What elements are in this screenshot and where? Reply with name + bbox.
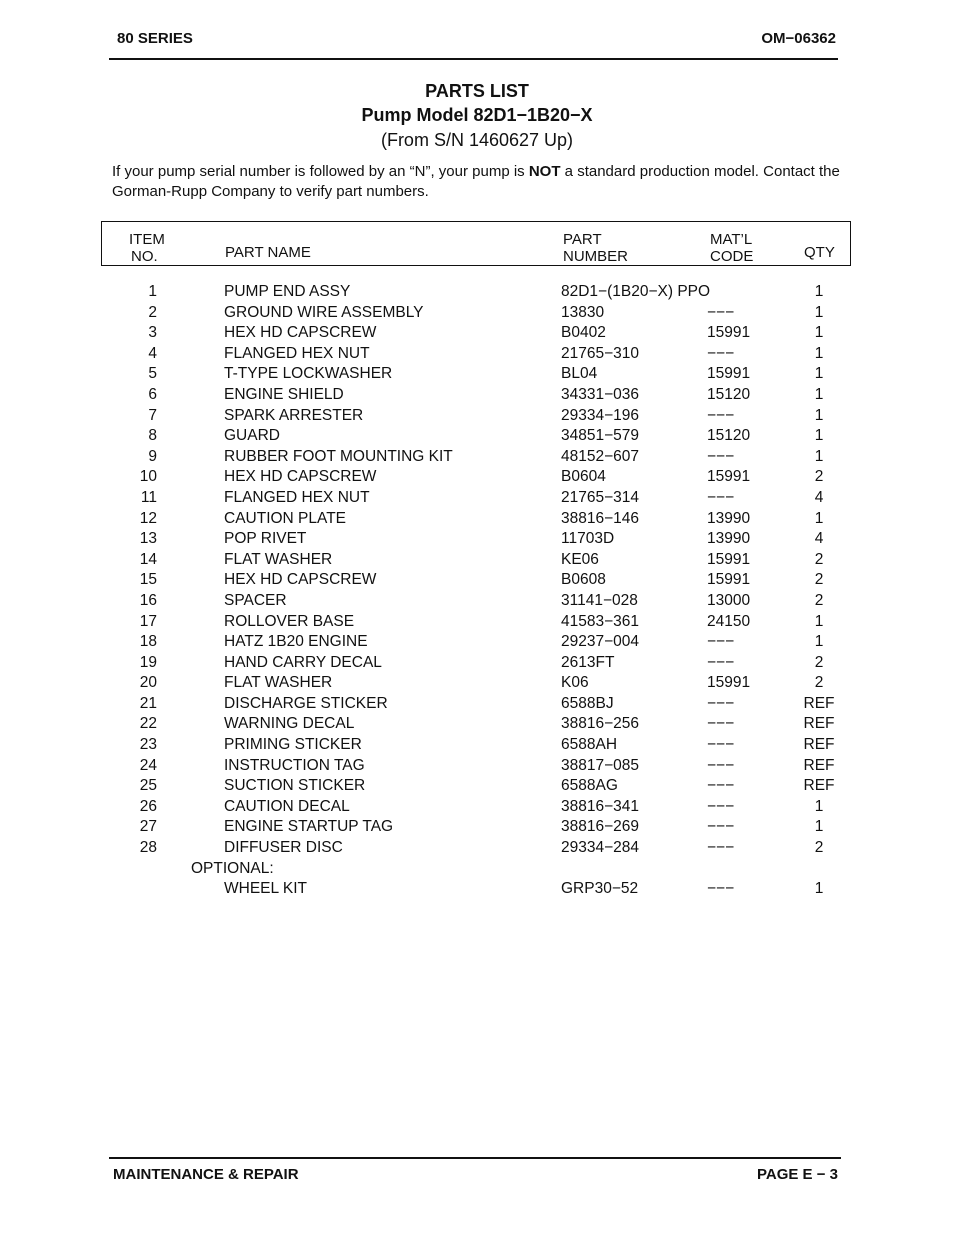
part-number: 38817−085 <box>561 756 640 774</box>
part-name: SUCTION STICKER <box>224 777 366 795</box>
item-number: 11 <box>140 488 157 506</box>
parts-row <box>0 570 954 591</box>
col-part-name: PART NAME <box>225 244 311 261</box>
serial-note-after: a standard production model. Contact the Gorman-Rupp Company to verify part numbers. <box>112 163 840 200</box>
item-number: 24 <box>139 756 157 774</box>
part-name: SPARK ARRESTER <box>224 406 364 424</box>
parts-row <box>0 632 954 653</box>
item-number: 21 <box>139 694 157 712</box>
parts-row <box>0 817 954 838</box>
part-name: PUMP END ASSY <box>224 283 351 300</box>
part-name: INSTRUCTION TAG <box>224 756 365 774</box>
part-name: ROLLOVER BASE <box>224 612 355 630</box>
parts-row <box>0 838 954 859</box>
quantity: 1 <box>814 344 824 362</box>
parts-row <box>0 447 954 468</box>
material-code: −−− <box>707 344 735 362</box>
item-number: 25 <box>139 777 157 795</box>
part-number: KE06 <box>561 550 599 568</box>
material-code: −−− <box>707 880 735 898</box>
parts-row <box>0 344 954 365</box>
col-mat-line2: CODE <box>710 248 754 265</box>
quantity: 1 <box>814 406 824 424</box>
footer-rule <box>109 1157 841 1159</box>
item-number: 6 <box>148 385 157 403</box>
part-number: 2613FT <box>561 653 615 671</box>
part-number: B0402 <box>561 324 606 342</box>
quantity: 1 <box>814 818 824 836</box>
part-name: ENGINE STARTUP TAG <box>224 818 394 836</box>
part-name: HEX HD CAPSCREW <box>224 468 377 486</box>
part-name: HEX HD CAPSCREW <box>224 324 377 342</box>
column-header-box <box>101 221 851 266</box>
parts-row <box>0 406 954 427</box>
parts-row <box>0 426 954 447</box>
item-number: 22 <box>139 715 157 733</box>
parts-row <box>0 529 954 550</box>
part-number: 38816−146 <box>561 509 640 527</box>
col-mat-line1: MAT’L <box>710 231 753 248</box>
part-number: 38816−256 <box>561 715 640 733</box>
part-number: 29334−196 <box>561 406 640 424</box>
quantity: 1 <box>814 509 824 527</box>
quantity: 1 <box>814 633 824 651</box>
part-number: B0604 <box>561 468 606 486</box>
material-code: 15991 <box>707 365 751 383</box>
part-name: FLANGED HEX NUT <box>224 344 370 362</box>
part-number: 34331−036 <box>561 385 640 403</box>
part-name: FLAT WASHER <box>224 550 333 568</box>
parts-row <box>0 550 954 571</box>
item-number: 20 <box>139 674 157 692</box>
footer-section: MAINTENANCE & REPAIR <box>113 1166 299 1183</box>
material-code: −−− <box>707 818 735 836</box>
material-code: 13990 <box>707 530 751 548</box>
part-name: SPACER <box>224 591 287 609</box>
item-number: 13 <box>139 530 157 548</box>
part-number: 6588AG <box>561 777 618 795</box>
part-name: DISCHARGE STICKER <box>224 694 388 712</box>
part-number: BL04 <box>561 365 598 383</box>
material-code: −−− <box>707 839 735 857</box>
part-number: 38816−269 <box>561 818 640 836</box>
part-name: PRIMING STICKER <box>224 736 362 754</box>
parts-row <box>0 591 954 612</box>
part-number: 38816−341 <box>561 797 640 815</box>
parts-row <box>0 694 954 715</box>
item-number: 28 <box>139 839 157 857</box>
col-qty: QTY <box>804 244 835 261</box>
serial-note-before: If your pump serial number is followed by an “N”, your pump is <box>112 163 529 180</box>
header-document-number: OM−06362 <box>761 30 836 47</box>
parts-row <box>0 282 954 303</box>
part-name: FLANGED HEX NUT <box>224 488 370 506</box>
quantity: REF <box>803 715 835 733</box>
material-code: 13990 <box>707 509 751 527</box>
item-number: 18 <box>139 633 157 651</box>
optional-parts-row <box>0 879 954 900</box>
part-name: GUARD <box>224 427 280 445</box>
part-number: GRP30−52 <box>561 880 639 898</box>
material-code: −−− <box>707 653 735 671</box>
part-number: B0608 <box>561 571 606 589</box>
part-number: 21765−310 <box>561 344 640 362</box>
quantity: 2 <box>814 571 824 589</box>
item-number: 3 <box>148 324 157 342</box>
part-number: 13830 <box>561 303 605 321</box>
quantity: 4 <box>814 530 824 548</box>
part-name: WARNING DECAL <box>224 715 355 733</box>
material-code: −−− <box>707 715 735 733</box>
part-number: 82D1−(1B20−X) PPO <box>561 283 711 300</box>
parts-row <box>0 612 954 633</box>
item-number: 5 <box>148 365 157 383</box>
item-number: 7 <box>148 406 157 424</box>
material-code: −−− <box>707 756 735 774</box>
quantity: 2 <box>814 591 824 609</box>
serial-range-subtitle: (From S/N 1460627 Up) <box>380 130 574 150</box>
parts-row <box>0 323 954 344</box>
part-name: RUBBER FOOT MOUNTING KIT <box>224 447 453 465</box>
footer-page-number: PAGE E − 3 <box>756 1166 838 1183</box>
page-title: PARTS LIST <box>425 81 529 101</box>
quantity: 1 <box>814 612 824 630</box>
item-number: 8 <box>148 427 157 445</box>
parts-row <box>0 509 954 530</box>
quantity: 2 <box>814 468 824 486</box>
quantity: 1 <box>814 365 824 383</box>
parts-row <box>0 756 954 777</box>
material-code: 13000 <box>707 591 751 609</box>
col-item-line2: NO. <box>131 248 158 265</box>
quantity: 1 <box>814 283 824 300</box>
part-number: 11703D <box>561 530 615 548</box>
material-code: −−− <box>707 488 735 506</box>
quantity: REF <box>803 756 835 774</box>
parts-row <box>0 364 954 385</box>
part-number: 41583−361 <box>561 612 640 630</box>
part-number: 48152−607 <box>561 447 640 465</box>
material-code: 24150 <box>707 612 751 630</box>
item-number: 26 <box>139 797 157 815</box>
parts-row <box>0 735 954 756</box>
pump-model-title: Pump Model 82D1−1B20−X <box>361 105 593 125</box>
material-code: −−− <box>707 777 735 795</box>
material-code: 15991 <box>707 550 751 568</box>
material-code: 15991 <box>707 571 751 589</box>
quantity: 1 <box>814 324 824 342</box>
parts-row <box>0 488 954 509</box>
quantity: 2 <box>814 674 824 692</box>
material-code: −−− <box>707 303 735 321</box>
part-name: GROUND WIRE ASSEMBLY <box>224 303 424 321</box>
part-number: 34851−579 <box>561 427 640 445</box>
material-code: 15991 <box>707 324 751 342</box>
part-name: HATZ 1B20 ENGINE <box>224 633 368 651</box>
material-code: 15120 <box>707 385 751 403</box>
parts-row <box>0 673 954 694</box>
quantity: REF <box>803 777 835 795</box>
item-number: 1 <box>148 283 157 300</box>
part-name: FLAT WASHER <box>224 674 333 692</box>
col-part-number-line1: PART <box>563 231 602 248</box>
item-number: 15 <box>139 571 157 589</box>
item-number: 4 <box>148 344 157 362</box>
quantity: 2 <box>814 839 824 857</box>
part-number: 29334−284 <box>561 839 640 857</box>
parts-row <box>0 797 954 818</box>
parts-list <box>0 282 954 900</box>
item-number: 23 <box>139 736 157 754</box>
col-item-line1: ITEM <box>129 231 165 248</box>
part-number: 6588AH <box>561 736 618 754</box>
serial-note <box>112 162 852 202</box>
quantity: 1 <box>814 880 824 898</box>
serial-note-emphasis: NOT <box>528 163 561 180</box>
part-number: 29237−004 <box>561 633 640 651</box>
item-number: 9 <box>148 447 157 465</box>
item-number: 27 <box>139 818 157 836</box>
parts-row <box>0 776 954 797</box>
material-code: 15991 <box>707 674 751 692</box>
quantity: 4 <box>814 488 824 506</box>
quantity: 2 <box>814 653 824 671</box>
part-name: CAUTION DECAL <box>224 797 350 815</box>
header-series: 80 SERIES <box>117 30 193 47</box>
quantity: 1 <box>814 797 824 815</box>
quantity: 1 <box>814 447 824 465</box>
part-name: CAUTION PLATE <box>224 509 347 527</box>
parts-row <box>0 385 954 406</box>
material-code: −−− <box>707 694 735 712</box>
quantity: REF <box>803 694 835 712</box>
item-number: 12 <box>139 509 157 527</box>
quantity: 2 <box>814 550 824 568</box>
optional-label: OPTIONAL: <box>191 859 274 877</box>
item-number: 17 <box>139 612 157 630</box>
part-number: 21765−314 <box>561 488 640 506</box>
part-name: T-TYPE LOCKWASHER <box>224 365 393 383</box>
part-number: 31141−028 <box>561 591 638 609</box>
part-number: 6588BJ <box>561 694 614 712</box>
material-code: −−− <box>707 447 735 465</box>
parts-row <box>0 653 954 674</box>
material-code: −−− <box>707 797 735 815</box>
part-name: POP RIVET <box>224 530 307 548</box>
material-code: −−− <box>707 736 735 754</box>
part-number: K06 <box>561 674 589 692</box>
parts-row <box>0 303 954 324</box>
item-number: 10 <box>139 468 157 486</box>
item-number: 19 <box>139 653 157 671</box>
quantity: 1 <box>814 303 824 321</box>
item-number: 2 <box>148 303 157 321</box>
material-code: −−− <box>707 633 735 651</box>
item-number: 14 <box>139 550 157 568</box>
quantity: 1 <box>814 385 824 403</box>
part-name: DIFFUSER DISC <box>224 839 343 857</box>
parts-row <box>0 467 954 488</box>
item-number: 16 <box>139 591 157 609</box>
material-code: 15991 <box>707 468 751 486</box>
quantity: 1 <box>814 427 824 445</box>
optional-section-row <box>0 859 954 880</box>
col-part-number-line2: NUMBER <box>563 248 629 265</box>
material-code: −−− <box>707 406 735 424</box>
part-name: HEX HD CAPSCREW <box>224 571 377 589</box>
material-code: 15120 <box>707 427 751 445</box>
header-rule <box>109 58 838 60</box>
part-name: ENGINE SHIELD <box>224 385 344 403</box>
quantity: REF <box>803 736 835 754</box>
part-name: HAND CARRY DECAL <box>224 653 382 671</box>
parts-row <box>0 714 954 735</box>
part-name: WHEEL KIT <box>224 880 307 898</box>
